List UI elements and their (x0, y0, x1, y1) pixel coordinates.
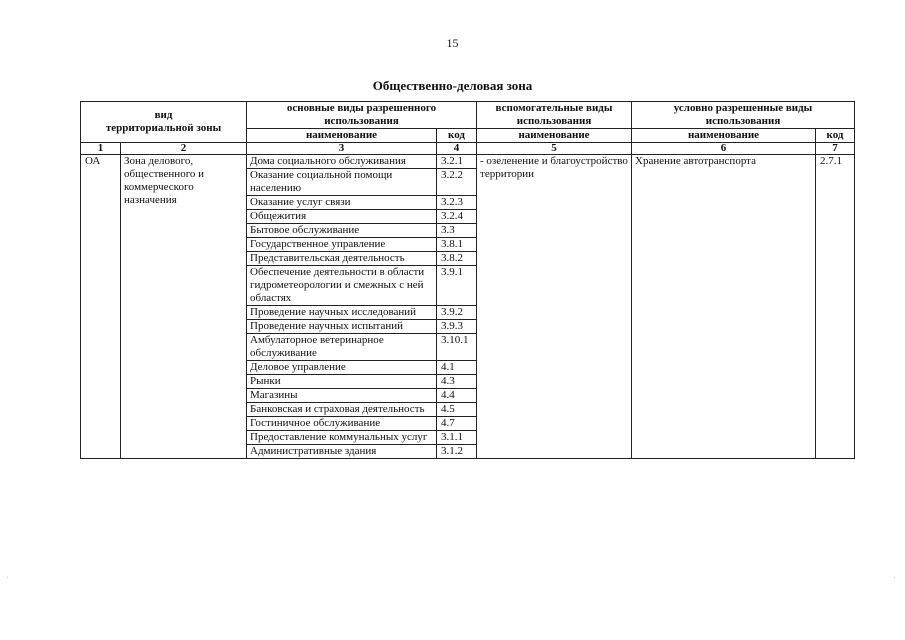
header-zone-type (81, 102, 247, 143)
header-cond-uses-line1: условно разрешенные виды (673, 102, 813, 114)
column-number-row (81, 143, 855, 155)
main-use-name: Дома социального обслуживания (247, 155, 437, 169)
main-use-name: Предоставление коммунальных услуг (247, 431, 437, 445)
main-use-code: 3.9.1 (437, 266, 477, 306)
header-cond-uses-line2: использования (705, 115, 781, 127)
main-use-code: 3.8.1 (437, 238, 477, 252)
main-use-code: 4.4 (437, 389, 477, 403)
main-use-code: 4.3 (437, 375, 477, 389)
main-use-name: Гостиничное обслуживание (247, 417, 437, 431)
table-row (81, 155, 855, 169)
document-title: Общественно-деловая зона (372, 78, 533, 93)
main-use-code: 3.9.3 (437, 320, 477, 334)
main-use-name: Проведение научных исследований (247, 306, 437, 320)
cond-use-name: Хранение автотранспорта (632, 155, 816, 459)
main-use-name: Банковская и страховая деятельность (247, 403, 437, 417)
col-number: 1 (81, 143, 121, 155)
main-use-code: 4.1 (437, 361, 477, 375)
main-use-code: 4.5 (437, 403, 477, 417)
header-aux-name: наименование (477, 129, 632, 143)
main-use-name: Оказание социальной помощи населению (247, 169, 437, 196)
col-number: 4 (437, 143, 477, 155)
main-use-name: Деловое управление (247, 361, 437, 375)
zoning-table (80, 101, 855, 459)
main-use-name: Представительская деятельность (247, 252, 437, 266)
header-main-name: наименование (247, 129, 437, 143)
col-number: 6 (632, 143, 816, 155)
main-use-code: 3.2.4 (437, 210, 477, 224)
main-use-code: 3.2.1 (437, 155, 477, 169)
header-cond-name: наименование (632, 129, 816, 143)
scan-artifact: · (893, 572, 897, 583)
main-use-code: 4.7 (437, 417, 477, 431)
main-use-name: Рынки (247, 375, 437, 389)
main-use-name: Обеспечение деятельности в области гидрометеорологии и смежных с ней областях (247, 266, 437, 306)
main-use-name: Магазины (247, 389, 437, 403)
main-use-code: 3.2.3 (437, 196, 477, 210)
main-use-code: 3.10.1 (437, 334, 477, 361)
col-number: 7 (816, 143, 855, 155)
header-zone-type-line1: вид (154, 109, 173, 121)
col-number: 5 (477, 143, 632, 155)
col-number: 2 (121, 143, 247, 155)
zone-name: Зона делового, общественного и коммерческого назначения (121, 155, 247, 459)
scan-artifact: · (6, 572, 10, 583)
header-main-uses-line2: использования (324, 115, 399, 127)
cond-use-code: 2.7.1 (816, 155, 855, 459)
main-use-code: 3.1.2 (437, 445, 477, 459)
header-aux-uses (477, 102, 632, 129)
header-main-uses (247, 102, 477, 129)
main-use-name: Административные здания (247, 445, 437, 459)
header-row-top (81, 102, 855, 129)
header-main-uses-line1: основные виды разрешенного (286, 102, 437, 114)
main-use-code: 3.9.2 (437, 306, 477, 320)
header-aux-uses-line1: вспомогательные виды (495, 102, 613, 114)
main-use-code: 3.3 (437, 224, 477, 238)
header-cond-uses (632, 102, 855, 129)
main-use-name: Оказание услуг связи (247, 196, 437, 210)
zone-code: ОА (81, 155, 121, 459)
main-use-code: 3.1.1 (437, 431, 477, 445)
main-use-name: Бытовое обслуживание (247, 224, 437, 238)
header-main-code: код (437, 129, 477, 143)
main-use-name: Амбулаторное ветеринарное обслуживание (247, 334, 437, 361)
main-use-name: Общежития (247, 210, 437, 224)
main-use-code: 3.2.2 (437, 169, 477, 196)
col-number: 3 (247, 143, 437, 155)
main-use-name: Проведение научных испытаний (247, 320, 437, 334)
main-use-name: Государственное управление (247, 238, 437, 252)
header-aux-uses-line2: использования (516, 115, 592, 127)
main-use-code: 3.8.2 (437, 252, 477, 266)
table-body (81, 155, 855, 459)
header-cond-code: код (816, 129, 855, 143)
page-number: 15 (446, 36, 459, 50)
header-zone-type-line2: территориальной зоны (105, 122, 222, 134)
aux-uses: - озеленение и благоустройство территории (477, 155, 632, 459)
